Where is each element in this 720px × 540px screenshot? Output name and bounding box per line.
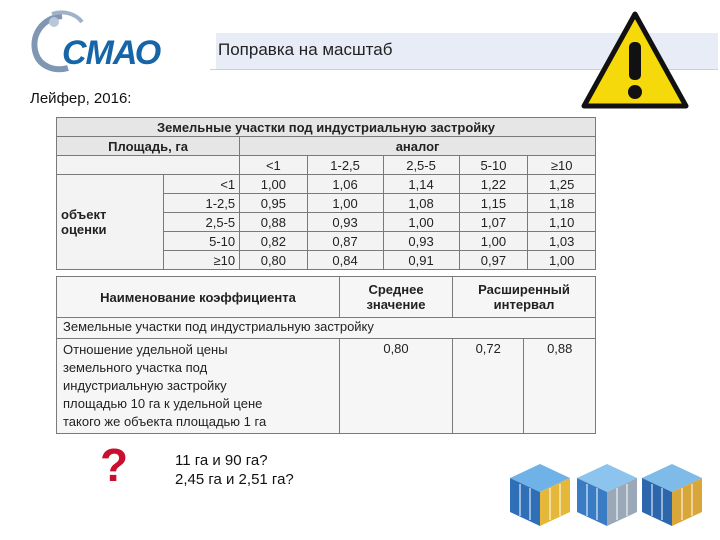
logo-text: СМАО	[62, 34, 161, 72]
slide-title: Поправка на масштаб	[218, 40, 393, 59]
mean-header-line: значение	[366, 297, 426, 312]
table-row	[57, 175, 596, 194]
interval-high: 0,88	[524, 339, 596, 434]
table-cell: 1,08	[383, 194, 459, 213]
object-label	[57, 175, 164, 270]
cube-icon	[508, 462, 572, 528]
table-cell: 0,93	[383, 232, 459, 251]
description-line: земельного участка под	[63, 360, 208, 375]
interval-header-line: Расширенный	[478, 282, 570, 297]
column-header: 2,5-5	[383, 156, 459, 175]
row-label: 2,5-5	[164, 213, 240, 232]
column-header: <1	[240, 156, 307, 175]
table-cell: 1,22	[459, 175, 528, 194]
table-cell: 1,00	[240, 175, 307, 194]
coef-name-header: Наименование коэффициента	[57, 277, 340, 318]
object-label-line: оценки	[61, 222, 107, 237]
cube-icon	[640, 462, 704, 528]
table-cell: 1,00	[307, 194, 383, 213]
row-label: ≥10	[164, 251, 240, 270]
source-label: Лейфер, 2016:	[30, 90, 132, 107]
table-cell: 1,10	[528, 213, 596, 232]
table-cell: 0,95	[240, 194, 307, 213]
mean-header-line: Среднее	[368, 282, 424, 297]
question-mark: ?	[100, 439, 129, 491]
table-cell: 1,03	[528, 232, 596, 251]
table-cell: 1,25	[528, 175, 596, 194]
table-cell: 0,84	[307, 251, 383, 270]
column-header: ≥10	[528, 156, 596, 175]
table-cell: 1,00	[528, 251, 596, 270]
table-cell: 0,87	[307, 232, 383, 251]
table-cell: 1,14	[383, 175, 459, 194]
empty-cell	[57, 156, 240, 175]
table-cell: 1,00	[459, 232, 528, 251]
table-cell: 1,07	[459, 213, 528, 232]
row-label: 5-10	[164, 232, 240, 251]
table1-title: Земельные участки под индустриальную застройку	[57, 118, 596, 137]
table-cell: 1,06	[307, 175, 383, 194]
warning-sign-icon	[580, 10, 690, 110]
analog-header: аналог	[240, 137, 596, 156]
scale-coefficient-matrix	[56, 117, 596, 270]
description-line: Отношение удельной цены	[63, 342, 228, 357]
table-cell: 1,18	[528, 194, 596, 213]
area-header: Площадь, га	[57, 137, 240, 156]
table-cell: 0,97	[459, 251, 528, 270]
table-cell: 0,88	[240, 213, 307, 232]
question-line-1: 11 га и 90 га?	[175, 452, 268, 469]
table-cell: 1,00	[383, 213, 459, 232]
row-label: 1-2,5	[164, 194, 240, 213]
table-cell: 0,80	[240, 251, 307, 270]
coefficient-table	[56, 276, 596, 434]
interval-low: 0,72	[453, 339, 524, 434]
description-line: площадью 10 га к удельной цене	[63, 396, 263, 411]
interval-header	[453, 277, 596, 318]
coef-description	[57, 339, 340, 434]
cube-icon	[575, 462, 639, 528]
description-line: такого же объекта площадью 1 га	[63, 414, 267, 429]
column-header: 1-2,5	[307, 156, 383, 175]
table-cell: 0,82	[240, 232, 307, 251]
section-row: Земельные участки под индустриальную застройку	[57, 318, 596, 339]
question-line-2: 2,45 га и 2,51 га?	[175, 471, 294, 488]
table-cell: 1,15	[459, 194, 528, 213]
table-row	[57, 339, 596, 434]
column-header: 5-10	[459, 156, 528, 175]
mean-header	[340, 277, 453, 318]
description-line: индустриальную застройку	[63, 378, 227, 393]
object-label-line: объект	[61, 207, 107, 222]
table-cell: 0,93	[307, 213, 383, 232]
table-cell: 0,91	[383, 251, 459, 270]
interval-header-line: интервал	[493, 297, 555, 312]
row-label: <1	[164, 175, 240, 194]
mean-value: 0,80	[340, 339, 453, 434]
